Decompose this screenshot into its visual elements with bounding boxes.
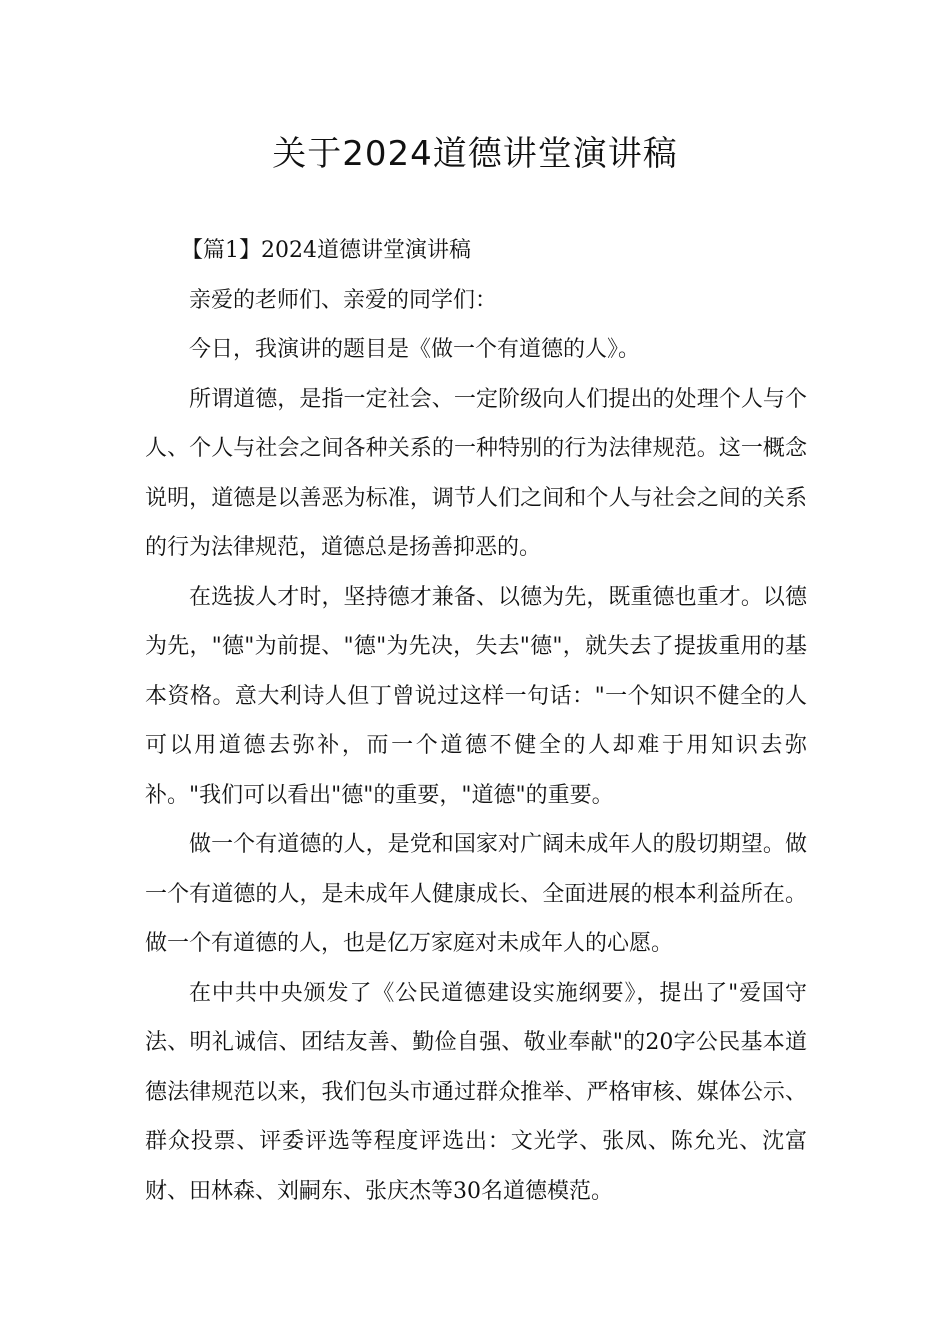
paragraph-greeting: 亲爱的老师们、亲爱的同学们： [189,287,498,313]
section-heading: 【篇1】2024道德讲堂演讲稿 [181,238,471,263]
paragraph-moral-person: 做一个有道德的人，是党和国家对广阔未成年人的殷切期望。做一个有道德的人，是未成年人健康成长、全面进展的根本利益所在。做一个有道德的人，也是亿万家庭对未成年人的心愿。 [145,832,807,956]
paragraph-talent-selection: 在选拔人才时，坚持德才兼备、以德为先，既重德也重才。以德为先，"德"为前提、"德"为先决，失去"德"，就失去了提拔重用的基本资格。意大利诗人但丁曾说过这样一句话："一个知识不健全的人可以用道德去弥补，而一个道德不健全的人却难于用知识去弥补。"我们可以看出"德"的重要，"道德"的重要。 [145,584,807,808]
paragraph-moral-models: 在中共中央颁发了《公民道德建设实施纲要》，提出了"爱国守法、明礼诚信、团结友善、勤俭自强、敬业奉献"的20字公民基本道德法律规范以来，我们包头市通过群众推举、严格审核、媒体公示、群众投票、评委评选等程度评选出：文光学、张凤、陈允光、沈富财、田林森、刘嗣东、张庆杰等30名道德模范。 [145,980,807,1204]
paragraph-topic: 今日，我演讲的题目是《做一个有道德的人》。 [189,337,641,362]
document-body [145,226,807,1216]
paragraph-definition: 所谓道德，是指一定社会、一定阶级向人们提出的处理个人与个人、个人与社会之间各种关系的一种特别的行为法律规范。这一概念说明，道德是以善恶为标准，调节人们之间和个人与社会之间的关系的行为法律规范，道德总是扬善抑恶的。 [145,386,807,560]
document-title: 关于2024道德讲堂演讲稿 [272,134,678,174]
